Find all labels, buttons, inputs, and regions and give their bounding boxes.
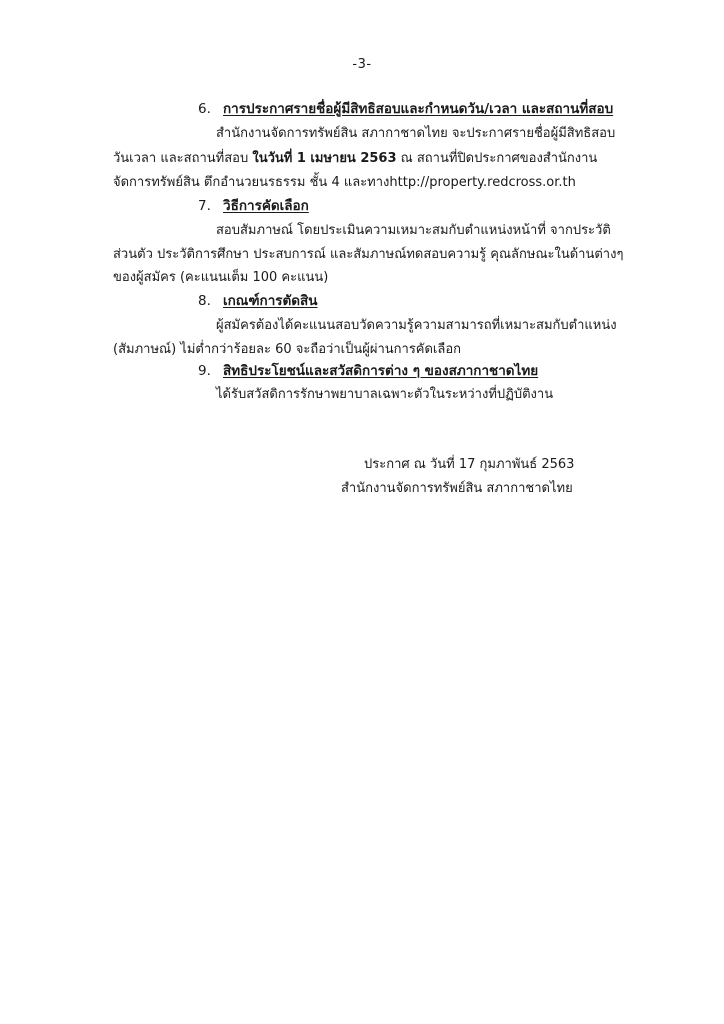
section-8-line-1: ผู้สมัครต้องได้คะแนนสอบวัดความรู้ความสามารถที่เหมาะสมกับตำแหน่ง — [216, 318, 617, 333]
section-9-line-1: ได้รับสวัสดิการรักษาพยาบาลเฉพาะตัวในระหว่างที่ปฏิบัติงาน — [216, 387, 554, 402]
section-7-line-1: สอบสัมภาษณ์ โดยประเมินความเหมาะสมกับตำแหน่งหน้าที่ จากประวัติ — [216, 223, 611, 238]
section-number: 6. — [198, 101, 211, 117]
section-title: การประกาศรายชื่อผู้มีสิทธิสอบและกำหนดวัน/เวลา และสถานที่สอบ — [223, 101, 614, 117]
page-number: -3- — [352, 57, 372, 72]
announcement-date-line: ประกาศ ณ วันที่ 17 กุมภาพันธ์ 2563 — [364, 457, 575, 472]
section-title: สิทธิประโยชน์และสวัสดิการต่าง ๆ ของสภากาชาดไทย — [223, 363, 539, 379]
section-8-heading — [198, 291, 318, 311]
section-8-line-2: (สัมภาษณ์) ไม่ต่ำกว่าร้อยละ 60 จะถือว่าเป็นผู้ผ่านการคัดเลือก — [113, 342, 462, 357]
section-number: 9. — [198, 363, 211, 379]
section-title: เกณฑ์การตัดสิน — [223, 293, 318, 309]
section-6-line-1: สำนักงานจัดการทรัพย์สิน สภากาชาดไทย จะประกาศรายชื่อผู้มีสิทธิสอบ — [216, 126, 616, 141]
section-7-line-3: ของผู้สมัคร (คะแนนเต็ม 100 คะแนน) — [113, 270, 329, 285]
section-number: 7. — [198, 198, 211, 214]
line-text: วันเวลา และสถานที่สอบ — [113, 151, 253, 166]
exam-announcement-date: ในวันที่ 1 เมษายน 2563 — [252, 151, 397, 166]
section-6-line-2 — [113, 149, 597, 169]
section-number: 8. — [198, 293, 211, 309]
issuing-office-line: สำนักงานจัดการทรัพย์สิน สภากาชาดไทย — [341, 481, 573, 496]
section-9-heading — [198, 361, 538, 381]
section-6-heading — [198, 99, 613, 119]
section-7-line-2: ส่วนตัว ประวัติการศึกษา ประสบการณ์ และสัมภาษณ์ทดสอบความรู้ คุณลักษณะในด้านต่างๆ — [113, 247, 624, 262]
section-7-heading — [198, 196, 309, 216]
section-title: วิธีการคัดเลือก — [223, 198, 309, 214]
section-6-line-3: จัดการทรัพย์สิน ตึกอำนวยนรธรรม ชั้น 4 และทางhttp://property.redcross.or.th — [113, 175, 576, 190]
line-text: ณ สถานที่ปิดประกาศของสำนักงาน — [396, 151, 598, 166]
